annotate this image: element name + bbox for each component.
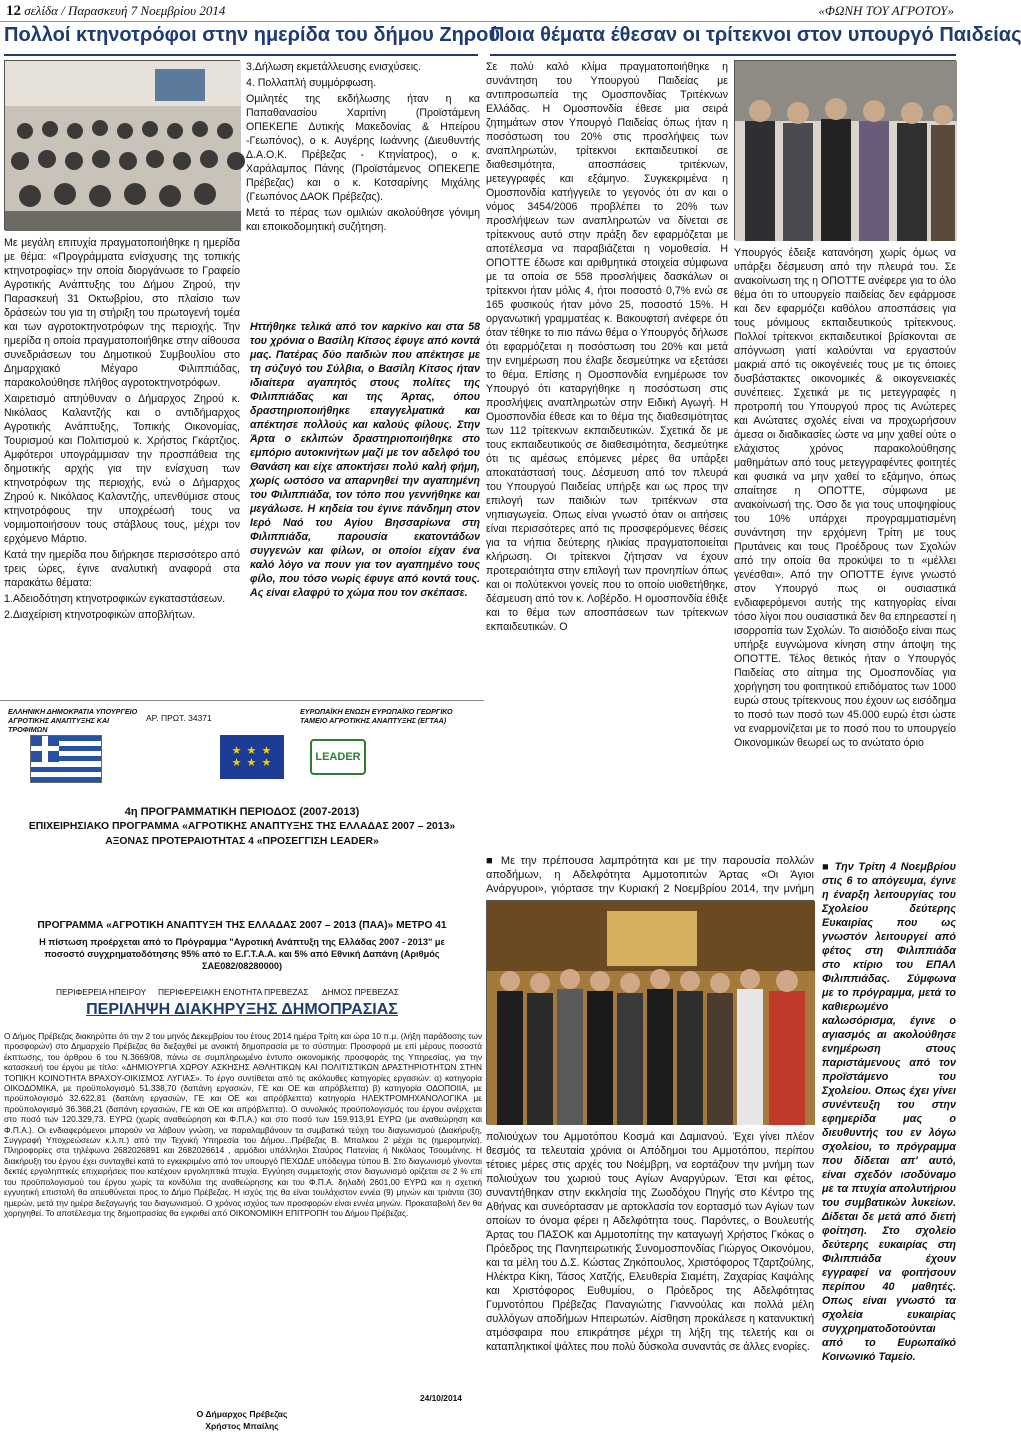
notice-summary-title: ΠΕΡΙΛΗΨΗ ΔΙΑΚΗΡΥΞΗΣ ΔΗΜΟΠΡΑΣΙΑΣ bbox=[86, 1001, 398, 1018]
headline-right: Ποια θέματα έθεσαν οι τρίτεκνοι στον υπουργό Παιδείας bbox=[490, 24, 1021, 46]
article-right-column-1 bbox=[486, 60, 728, 844]
article-right-body-1: Σε πολύ καλό κλίμα πραγματοποιήθηκε η συνάντηση του Υπουργού Παιδείας με αντιπροσωπεία της Ομοσπονδίας Τριτέκνων Ελλάδας. Η Ομοσπονδία έθεσε μια σειρά ζητημάτων στον Υπουργό Παιδείας όπως ήταν η ποσόστωση του 20% στις προσλήψεις των αναπληρωτών, τρίτεκνοι εκπαιδευτικοί σε διαθεσιμότητα, αποσπάσεις τριτέκνων, μετεγγραφές και εξάμηνο. Συγκεκριμένα η Ομοσπονδία κατήγγειλε το γεγονός ότι αν και ο νόμος 3454/2006 προβλέπει το 20% των προσλήψεων των αναπληρωτών να δίνεται σε τρίτεκνους αυτό στην πράξη δεν εφαρμόζεται με αποτέλεσμα να παραβιάζεται η νομοθεσία. Η ΟΠΟΤΤΕ έδωσε και αριθμητικά στοιχεία σύμφωνα με τα οποία σε 558 προσλήψεις δασκάλων οι τρίτεκνοι ήταν μόλις 4, ήτοι ποσοστό 0,7% ενώ σε 165 φυσικούς ήταν μόνο 25, ποσοστό 15%. Η οργανωτική γραμματέας κ. Βακουφτσή ανέφερε ότι όταν τέθηκε το πιο πάνω θέμα ο Υπουργός δήλωσε ότι εφαρμόζεται η ποσόστωση του 20% και μετά την ενημέρωση που έλαβε δεσμεύτηκε να εξετάσει το θέμα. Επίσης η Ομοσπονδία ενημέρωσε τον Υπουργό ότι καταργήθηκε η ποσόστωση στις προσλήψεις αναπληρωτών στην Ειδική Αγωγή. Η Ομοσπονδία έθεσε και το θέμα της διαθεσιμότητας των 112 τρίτεκνων εκπαιδευτικών. Σχετικά δε με τους εκπαιδευτικούς σε διαθεσιμότητα, δεσμεύτηκε ότι τις αμέσως επόμενες μέρες θα υπάρξει αποκατάστασή τους. Δέσμευση από τον πλευρά του Υπουργού Παιδείας υπήρξε και ως προς την επιλογή των παιδιών των τριτέκνων στα νηπιαγωγεία. Οπως είναι γνωστό όταν οι αιτήσεις είναι περισσότερες από τις προσφερόμενες θέσεις για τα νήπια δεύτερης ηλικίας πραγματοποιείται κλήρωση. Οι τρίτεκνοι ζήτησαν να έχουν προτεραιότητα στην επιλογή των προνηπίων όπως και οι πολύτεκνοι γονείς που το οποίο υιοθετήθηκε, δέσμευση από τον κ. Λοβέρδο. Η ομοσπονδία έθιξε και το θέμα των αποσπάσεων των τρίτεκνων εκπαιδευτικών. Ο bbox=[486, 61, 728, 633]
article-left-column-2 bbox=[246, 60, 480, 300]
article-left-list-3: 3.Δήλωση εκμετάλλευσης ενισχύσεις. bbox=[246, 61, 422, 73]
article-left-column-1 bbox=[4, 236, 240, 692]
notice-title-3: ΑΞΟΝΑΣ ΠΡΟΤΕΡΑΙΟΤΗΤΑΣ 4 «ΠΡΟΣΕΓΓΙΣΗ LEADER» bbox=[105, 836, 379, 847]
church-article-body bbox=[486, 1130, 814, 1434]
notice-eu-authority: ΕΥΡΩΠΑΪΚΗ ΕΝΩΣΗ ΕΥΡΩΠΑΪΚΟ ΓΕΩΡΓΙΚΟ ΤΑΜΕΙΟ ΑΓΡΟΤΙΚΗΣ ΑΝΑΠΤΥΞΗΣ (ΕΓΤΑΑ) bbox=[300, 707, 453, 725]
church-article-text: πολιούχων του Αμμοτόπου Κοσμά και Δαμιανού. Έχει γίνει πλέον θεσμός τα τελευταία χρόνια οι Απόδημοι του Αμμοτόπου, περίπου τέτοιες μέρες στις αρχές του Νοέμβρη, να εορτάζουν την μνήμη των πολιούχων του χωριού τους Αγίων Αναργύρων. Έτσι και φέτος, συναντήθηκαν στην εκκλησία της Ζωοδόχου Πηγής στο Κέντρο της Αθήνας και συνεόρτασαν με αρτοκλασία τον εορτασμό των Αγίων των οποίων το όνομα φέρει η Αδελφότητα τους. Παρόντες, ο Βουλευτής Άρτας του ΠΑΣΟΚ και Αμμοτοπίτης την καταγωγή Χρήστος Γκόκας ο Πρόεδρος της Πανηπειρωτικής Συνομοσπονδίας Γιώργος Οικονόμου, και τα μέλη του Δ.Σ. Κώστας Ζηκόπουλος, Χριστόφορος Τζαρτζούλης, Ηλέκτρα Κίκη, Τάσος Χατζής, Ελευθερία Σιαμέτη, Ζαχαρίας Καψάλης και Χριστόφορος Ευθυμίου, ο Πρόεδρος της Αδελφότητας Γυμνοτόπου Πρέβεζας Παναγιώτης Γιαννούλας και πολλά μέλη συλλόγων αποδήμων Ηπειρωτών. Αίσθηση προκάλεσε η κατανυκτική ατμόσφαιρα που επικράτησε μέχρι τη λήξη της τελετής και οι καταπληκτικοί ψάλτες που πολύ δύσκολα συναντάς σε άλλες ενορίες. bbox=[486, 1131, 814, 1353]
notice-authority-unit: ΠΕΡΙΦΕΡΕΙΑΚΗ ΕΝΟΤΗΤΑ ΠΡΕΒΕΖΑΣ bbox=[158, 987, 309, 997]
notice-date: 24/10/2014 bbox=[420, 1393, 462, 1403]
paper-name: «ΦΩΝΗ ΤΟΥ ΑΓΡΟΤΟΥ» bbox=[818, 3, 954, 18]
article-right-body-2: Υπουργός έδειξε κατανόηση χωρίς όμως να υπάρξει δέσμευση από την πλευρά του. Σε ανακοίνωση της η ΟΠΟΤΤΕ ανέφερε για το όλο θέμα ότι το υπουργείο παιδείας δεν εφάρμοσε και δεν εφαρμόζει καθόλου αποσπάσεις για τους μόνιμους εκπαιδευτικούς τρίτεκνους. Πολλοί τρίτεκνοι εκπαιδευτικοί βρίσκονται σε απόγνωση γιατί καλούνται να εργαστούν μακριά από τις οικογένειές τους με τις όποιες δυσβάστακτες οικονομικές & οικογενειακές συνέπειες. Σχετικά με τις μετεγγραφές η προτροπή του Υπουργού προς τις Ανώτερες και Ανώτατες σχολές είναι να προχωρήσουν άμεσα οι διαδικασίες ώστε να μην χαθεί ούτε ο ελάχιστος χρόνος παρακολούθησης μαθημάτων από τους μετεγγραφέντες φοιτητές και φυσικά να μην χαθεί το εξάμηνο, όπως απαίτησε η ΟΠΟΤΤΕ, σύμφωνα με ανακοίνωσή της. Όσο δε για τους υποψηφίους του 10% υπάρχει προγραμματισμένη συνάντηση την ερχόμενη Τρίτη με τους Πρυτάνεις και τους Προέδρους των Σχολών από την οποία θα προκύψει το τι «μέλλει γενέσθαι». Από την ΟΠΟΤΤΕ έγινε γνωστό στον Υπουργό πως οι ουσιαστικά ενδιαφερόμενοι αυτής της κατηγορίας είναι τόσο λίγοι που ουσιαστικά δεν θα επηρεαστεί η ισορροπία των Σχολών. Το αισιόδοξο είναι πως υπήρξε ευγνώμονα κίνηση στην άποψη της ΟΠΟΤΤΕ. Τέλος θετικός ήταν ο Υπουργός Παιδείας στο αίτημα της Ομοσπονδίας για χορήγηση του φοιτητικού επιδόματος των 1000 ευρώ στους τρίτεκνους που έχουν ως εισόδημα το ποσό των ποσό των 45.000 ευρώ έτσι ώστε να εναρμονίζεται με το ποσό που το υπουργείο Οικονομικών θεωρεί ως το ανώτατο όριο bbox=[734, 247, 956, 749]
obituary-article bbox=[250, 320, 480, 692]
page-number: 12 bbox=[6, 3, 21, 19]
seminar-photo bbox=[4, 60, 240, 230]
notice-program-funding: Η πίστωση προέρχεται από το Πρόγραμμα "Αγροτική Ανάπτυξη της Ελλάδας 2007 - 2013" με ποσοστό συγχρηματοδότησης 95% από το Ε.Γ.Τ.Α.Α. και 5% από Εθνική Δαπάνη (Αριθμός ΣΑΕ082/08280000) bbox=[39, 937, 445, 971]
school-article-text: ■ Την Τρίτη 4 Νοεμβρίου στις 6 το απόγευμα, έγινε η έναρξη λειτουργίας του Σχολείου δεύτερης Ευκαιρίας που ως γνωστόν λειτουργεί από φέτος στη Φιλιππιάδα στο κτίριο του ΕΠΑΛ Φιλιππιάδας. Σύμφωνα με το πρόγραμμα, μετά το καθιερωμένο καλωσόρισμα, έγινε ο αγιασμός αι ακολούθησε ενημέρωση στους παριστάμενους από τον προϊστάμενο του Σχολείου. Οπως έχει γίνει συνέντευξη του στην εφημερίδα μας ο διευθυντής του εν λόγω σχολείου, το πρόγραμμα που δίδεται απ' αυτό, είναι σχεδόν ισοδύναμο με τα πτυχία απολυτήριου του συμβατικών λυκείων. Δίδεται δε μετά από διετή φοίτηση. Στο σχολείο δεύτερης ευκαιρίας στη Φιλιππιάδα έχουν εγγραφεί να φοιτήσουν περίπου 40 μαθητές. Οπως είναι γνωστό τα σχολεία ευκαιρίας συγχρηματοδοτούνται από το Ευρωπαϊκό Κοινωνικό Ταμείο. bbox=[822, 861, 956, 1363]
article-left-body-2: Χαιρετισμό απηύθυναν ο Δήμαρχος Ζηρού κ. Νικόλαος Καλαντζής και ο αντιδήμαρχος Αγροτικής Ανάπτυξης, Τοπικής Οικονομίας, Τουρισμού και Πολιτισμού κ. Χρήστος Γκάρτζιος. Αμφότεροι υπογράμμισαν την προσπάθεια της δημοτικής αρχής για την ενίσχυση των κτηνοτρόφων της περιοχής, ενώ ο Δήμαρχος Ζηρού κ. Νικόλαος Καλαντζής, υπενθύμισε στους κτηνοτρόφους την υποχρέωσή τους να νομιμοποιήσουν τους στάβλους τους, μέχρι τον ερχόμενο Μάρτιο. bbox=[4, 393, 240, 545]
notice-authority-municipality: ΔΗΜΟΣ ΠΡΕΒΕΖΑΣ bbox=[322, 987, 399, 997]
delegation-photo bbox=[734, 60, 956, 240]
notice-authority-region: ΠΕΡΙΦΕΡΕΙΑ ΗΠΕΙΡΟΥ bbox=[56, 987, 147, 997]
school-article bbox=[822, 860, 956, 1434]
article-left-list-1: 1.Αδειοδότηση κτηνοτροφικών εγκαταστάσεων. bbox=[4, 593, 226, 605]
notice-protocol-number: ΑΡ. ΠΡΩΤ. 34371 bbox=[146, 713, 212, 723]
article-left-speakers: Ομιλητές της εκδήλωσης ήταν η κα Παπαθανασίου Χαριτίνη (Προϊστάμενη ΟΠΕΚΕΠΕ Δυτικής Μακεδονίας & Ηπείρου -Γεωπόνος), ο κ. Αυγέρης Ιωάννης (Διευθυντής Δ.Α.Ο.Κ. Πρέβεζας - Κτηνίατρος), ο κ. Χαράλαμπος Πάνης (Προϊστάμενος ΟΠΕΚΕΠΕ Πρέβεζας) και ο κ. Κοτσαρίνης Μιχάλης (Γεωπόνος ΔΑΟΚ Πρέβεζας). bbox=[246, 93, 480, 203]
headline-left: Πολλοί κτηνοτρόφοι στην ημερίδα του δήμου Ζηρού bbox=[4, 24, 501, 46]
notice-signer-title: Ο Δήμαρχος Πρέβεζας bbox=[196, 1409, 288, 1419]
article-left-list-4: 4. Πολλαπλή συμμόρφωση. bbox=[246, 77, 377, 89]
notice-signer-name: Χρήστος Μπαίλης bbox=[205, 1421, 279, 1431]
headline-rule-right bbox=[490, 54, 956, 56]
date-line: σελίδα / Παρασκευή 7 Νοεμβρίου 2014 bbox=[24, 3, 226, 18]
notice-title-1: 4η ΠΡΟΓΡΑΜΜΑΤΙΚΗ ΠΕΡΙΟΔΟΣ (2007-2013) bbox=[124, 806, 360, 818]
page-date-line bbox=[6, 3, 225, 20]
notice-greek-authority: ΕΛΛΗΝΙΚΗ ΔΗΜΟΚΡΑΤΙΑ ΥΠΟΥΡΓΕΙΟ ΑΓΡΟΤΙΚΗΣ ΑΝΑΠΤΥΞΗΣ ΚΑΙ ΤΡΟΦΙΜΩΝ bbox=[8, 707, 138, 734]
article-left-body-1: Με μεγάλη επιτυχία πραγματοποιήθηκε η ημερίδα με θέμα: «Προγράμματα ενίσχυσης της τοπικής κτηνοτροφίας» την οποία διοργάνωσε το Γραφείο Αγροτικής Ανάπτυξης του Δήμου Ζηρού, την Παρασκευή 31 Οκτωβρίου, στο πλαίσιο των δράσεών του για τη στήριξη του πρωτογενή τομέα και των αγροτοκτηνοτρόφων της περιοχής. Την ημερίδα η οποία πραγματοποιήθηκε στην αίθουσα συνεδριάσεων του Δημοτικού Συμβουλίου στο Δημαρχιακό Μέγαρο Φιλιππιάδας, παρακολούθησε πλήθος αγροτοκτηνοτρόφων. bbox=[4, 237, 240, 389]
public-notice bbox=[0, 700, 484, 1436]
notice-body-text: Ο Δήμος Πρέβεζας διακηρύττει ότι την 2 του μηνός Δεκεμβρίου του έτους 2014 ημέρα Τρίτη και ώρα 10 π.μ. (λήξη παράδοσης των προσφορών) στο Δημαρχείο Πρέβεζας θα διεξαχθεί με ανοικτή δημοπρασία με το σύστημα: Προσφορά με επί μέρους ποσοστά έκπτωσης, του άρθρου 6 του Ν.3669/08, πάνω σε συμπληρωμένο έντυπο οικονομικής προσφοράς της Υπηρεσίας, για την κατασκευή του έργου με τίτλο: «ΔΗΜΙΟΥΡΓΙΑ ΧΩΡΟΥ ΑΣΚΗΣΗΣ ΑΘΛΗΤΙΚΩΝ ΚΑΙ ΠΟΛΙΤΙΣΤΙΚΩΝ ΔΡΑΣΤΗΡΙΟΤΗΤΩΝ ΣΤΗΝ ΤΟΠΙΚΗ ΚΟΙΝΟΤΗΤΑ ΒΡΑΧΟΥ-ΟΙΚΙΣΜΟΣ ΛΥΓΙΑΣ». Το έργο συντίθεται από τις ακόλουθες κατηγορίες εργασιών: α) κατηγορία ΟΙΚΟΔΟΜΙΚΑ, με προϋπολογισμό 51.338,70 (δαπάνη εργασιών, ΓΕ και ΟΕ και απρόβλεπτα) β) κατηγορία ΟΔΟΠΟΙΙΑ, με προϋπολογισμό 32.622,81 (δαπάνη εργασιών, ΓΕ και ΟΕ και απρόβλεπτα) κατηγορία ΗΛΕΚΤΡΟΜΗΧΑΝΟΛΟΓΙΚΑ με προϋπολογισμό 36.368,21 (δαπάνη εργασιών, ΓΕ και ΟΕ και απρόβλεπτα). Ο συνολικός προϋπολογισμός του έργου ανέρχεται στο ποσό των 120.329,73. ΕΥΡΩ (χωρίς αναθεώρηση και Φ.Π.Α.) και στο ποσό των 159.913,91 ΕΥΡΩ (με αναθεώρηση και Φ.Π.Α.). Οι ενδιαφερόμενοι μπορούν να λάβουν γνώση, να παραλαμβάνουν τα συμβατικά τεύχη του διαγωνισμού (Διακήρυξη, Συγγραφή Υποχρεώσεων κ.λ.π.) από την Τεχνική Υπηρεσία του Δήμου...Πρέβεζας Β. Μπαλκου 2 μέχρι τις (ημερομηνία). Πληροφορίες στα τηλέφωνα 2682026891 και 2682026614 , αρμόδιοι υπάλληλοι Σταύρος Πατενίας ή Νικόλαος Τσουμάνης. Η διακήρυξη του έργου έχει συνταχθεί κατά το εγκεκριμένο από τον υπουργό ΠΕΧΩΔΕ υπόδειγμα τύπου Β. Στο διαγωνισμό γίνονται δεκτές εργοληπτικές επιχειρήσεις που κατέχουν εργοληπτικά πτυχία. Εγγύηση συμμετοχής στον διαγωνισμό ορίζεται σε 2 % επί του προϋπολογισμού του έργου χωρίς τα κονδύλια της αναθεώρησης και του Φ.Π.Α. δηλαδή 2601,00 ΕΥΡΩ και η σχετική εγγυητική επιστολή θα απευθύνεται προς το Δήμο Πρέβεζας. Η ισχύς της θα είναι τουλάχιστον εννέα (9) μηνών και τριάντα (30) ημερών, μετά την ημέρα διεξαγωγής του διαγωνισμού. Ο χρόνος ισχύος των προσφορών είναι εννέα μηνών. Προκαταβολή δεν θα χορηγηθεί. Το αποτέλεσμα της δημοπρασίας θα εγκριθεί από ΟΙΚΟΝΟΜΙΚΗ ΕΠΙΤΡΟΠΗ του Δήμου Πρέβεζας. bbox=[4, 1031, 482, 1218]
notice-title-2: ΕΠΙΧΕΙΡΗΣΙΑΚΟ ΠΡΟΓΡΑΜΜΑ «ΑΓΡΟΤΙΚΗΣ ΑΝΑΠΤΥΞΗΣ ΤΗΣ ΕΛΛΑΔΑΣ 2007 – 2013» bbox=[28, 821, 456, 832]
church-article-intro-text: ■ Με την πρέπουσα λαμπρότητα και με την παρουσία πολλών αποδήμων, η Αδελφότητα Αμμοτοπιτών Άρτας «Οι Άγιοι Ανάργυροι», γιόρτασε την Κυριακή 2 Νοεμβρίου 2014, την μνήμη bbox=[486, 855, 814, 895]
notice-body bbox=[4, 1031, 482, 1393]
eu-flag-icon: ★ ★ ★ ★ ★ ★ bbox=[220, 735, 284, 779]
church-article-intro bbox=[486, 854, 814, 898]
page-header bbox=[0, 0, 960, 22]
article-left-body-3: Κατά την ημερίδα που διήρκησε περισσότερο από τρεις ώρες, έγινε αναλυτική αναφορά στα παρακάτω θέματα: bbox=[4, 549, 240, 589]
article-left-list-2: 2.Διαχείριση κτηνοτροφικών αποβλήτων. bbox=[4, 609, 196, 621]
church-photo bbox=[486, 900, 814, 1124]
obituary-text: Ηττήθηκε τελικά από τον καρκίνο και στα 58 του χρόνια ο Βασίλη Κίτσος έφυγε από κοντά μας. Πατέρας δύο παιδιών που απέκτησε με τη σύζυγό του Σύλβια, ο Βασίλη Κίτσος ήταν ιδιαίτερα αγαπητός στους πολίτες της Φιλιππιάδας και της Άρτας, όπου δραστηριοποιήθηκε επαγγελματικά και απέκτησε πολλούς και καλούς φίλους. Στην Άρτα ο εκλιπών δραστηριοποιήθηκε στο εμπόριο αυτοκινήτων μαζί με τον αδελφό του Θανάση και είχε αποκτήσει πολύ καλή φήμη, χωρίς ωστόσο να απαρνηθεί την αγαπημένη του Φιλιππιάδα, τον τόπο που γεννήθηκε και μεγάλωσε. Η κηδεία του έγινε πάνδημη στον Ιερό Ναό του Αγίου Βησσαρίωνα στη Φιλιππιάδα, παρουσία εκατοντάδων συγγενών και φίλων, οι οποίοι είχαν ένα καλό λόγο να πουν για τον αγαπημένο τους φίλο, που τόσο νωρίς έφυγε από κοντά τους. Ας είναι ελαφρύ το χώμα που τον σκέπασε. bbox=[250, 321, 480, 599]
article-left-closing: Μετά το πέρας των ομιλιών ακολούθησε γόνιμη και εποικοδομητική συζήτηση. bbox=[246, 207, 480, 233]
leader-logo: LEADER bbox=[310, 739, 366, 775]
article-right-column-2 bbox=[734, 246, 956, 844]
notice-program-title: ΠΡΟΓΡΑΜΜΑ «ΑΓΡΟΤΙΚΗ ΑΝΑΠΤΥΞΗ ΤΗΣ ΕΛΛΑΔΑΣ 2007 – 2013 (ΠΑΑ)» ΜΕΤΡΟ 41 bbox=[37, 920, 447, 931]
greek-flag-icon bbox=[30, 735, 102, 783]
headline-rule-left bbox=[4, 54, 478, 56]
